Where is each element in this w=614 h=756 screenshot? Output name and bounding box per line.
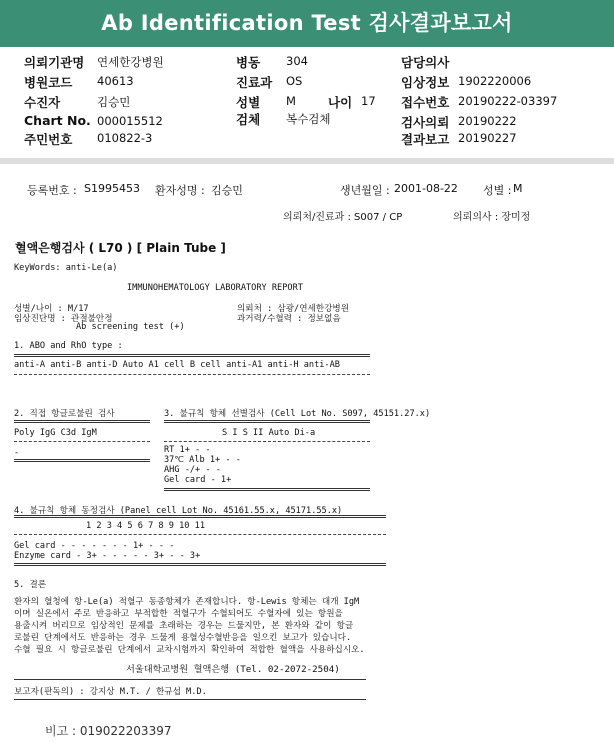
section4-bottom-rule bbox=[14, 563, 386, 566]
section3-row-ahg: AHG -/+ - - bbox=[164, 465, 221, 475]
report-sex-label: 성별 : bbox=[483, 184, 512, 197]
org-label: 의뢰기관명 bbox=[24, 55, 85, 70]
patient-value: 김승민 bbox=[97, 95, 131, 109]
conclusion-line: 환자의 혈청에 항-Le(a) 적혈구 동종항체가 존재합니다. 항-Lewis 항체는 대개 IgM bbox=[14, 597, 360, 607]
section4-mid-rule bbox=[14, 534, 386, 535]
chart-value: 000015512 bbox=[97, 114, 163, 128]
clinical-label: 임상정보 bbox=[401, 75, 450, 90]
lab-name: 서울대학교병원 혈액은행 (Tel. 02-2072-2504) bbox=[126, 664, 340, 675]
screen-line: Ab screening test (+) bbox=[76, 322, 185, 332]
sex-label: 성별 bbox=[236, 95, 261, 110]
dept-value: OS bbox=[286, 74, 303, 88]
section3-row-37c: 37℃ Alb 1+ - - bbox=[164, 455, 241, 465]
dept-line: 의뢰처/진료과 : S007 / CP bbox=[283, 212, 403, 223]
section1-top-rule bbox=[14, 354, 370, 357]
section2-title: 2. 직접 항글로불린 검사 bbox=[14, 409, 115, 419]
doctor-line: 의뢰의사 : 장미정 bbox=[453, 212, 531, 223]
section3-mid-rule bbox=[164, 441, 370, 442]
section1-title: 1. ABO and RhO type : bbox=[14, 341, 123, 351]
sexage-line: 성별/나이 : M/17 bbox=[14, 304, 89, 314]
patient-label: 수진자 bbox=[24, 95, 61, 110]
report-sex-value: M bbox=[513, 182, 523, 195]
institution-line: 의뢰처 : 삼광/연세한강병원 bbox=[237, 304, 350, 314]
request-label: 검사의뢰 bbox=[401, 115, 450, 130]
section1-headers: anti-A anti-B anti-D Auto A1 cell B cell anti-A1 anti-H anti-AB bbox=[14, 360, 340, 370]
sex-value: M bbox=[286, 94, 296, 108]
reporter-line: 보고자(판독의) : 강지상 M.T. / 한규섭 M.D. bbox=[14, 687, 207, 697]
hospcode-label: 병원코드 bbox=[24, 75, 73, 90]
section4-top-rule bbox=[14, 515, 386, 518]
rrn-value: 010822-3 bbox=[97, 131, 153, 145]
conclusion-line: 이며 실온에서 주로 반응하고 부적합한 적혈구가 수혈되어도 수혈자에 있는 항원을 bbox=[14, 609, 343, 619]
section3-title: 3. 불규칙 항체 선별검사 (Cell Lot No. S097, 45151.27.x) bbox=[164, 409, 431, 419]
signature-top-rule bbox=[14, 679, 366, 680]
report-date-label: 결과보고 bbox=[401, 132, 450, 147]
test-title: 혈액은행검사 ( L70 ) [ Plain Tube ] bbox=[15, 241, 226, 255]
section3-row-gel: Gel card - 1+ bbox=[164, 475, 232, 485]
age-value: 17 bbox=[361, 94, 376, 108]
section4-columns: 1 2 3 4 5 6 7 8 9 10 11 bbox=[86, 521, 205, 531]
section3-top-rule bbox=[164, 420, 370, 423]
name-label: 환자성명 : bbox=[155, 184, 205, 197]
dob-value: 2001-08-22 bbox=[394, 182, 458, 195]
lab-report-title: IMMUNOHEMATOLOGY LABORATORY REPORT bbox=[127, 283, 303, 293]
section3-bottom-rule bbox=[164, 488, 370, 491]
lab-report bbox=[0, 164, 614, 756]
section3-header: S I S II Auto Di-a bbox=[222, 428, 316, 438]
org-value: 연세한강병원 bbox=[97, 55, 164, 69]
chart-label: Chart No. bbox=[24, 113, 91, 128]
section2-values: - bbox=[14, 448, 20, 458]
document-title: Ab Identification Test 검사결과보고서 bbox=[0, 0, 614, 47]
signature-bottom-rule bbox=[14, 699, 366, 700]
age-label: 나이 bbox=[328, 95, 353, 110]
section2-headers: Poly IgG C3d IgM bbox=[14, 428, 97, 438]
reg-value: S1995453 bbox=[84, 182, 140, 195]
conclusion-line: 수혈 필요 시 항글로불린 단계에서 교차시험까지 확인하여 적합한 혈액을 사용하십시오. bbox=[14, 645, 365, 655]
remark: 비고 : 019022203397 bbox=[45, 724, 172, 738]
name-value: 김승민 bbox=[211, 184, 243, 197]
diagnosis-line: 임상진단명 : 관절불안정 bbox=[14, 314, 113, 324]
doctor-label: 담당의사 bbox=[401, 55, 450, 70]
ward-label: 병동 bbox=[236, 55, 261, 70]
section4-gel-row: Gel card - - - - - - - 1+ - - - bbox=[14, 541, 175, 551]
clinical-value: 1902220006 bbox=[458, 74, 532, 88]
specimen-value: 복수검체 bbox=[286, 112, 331, 126]
ward-value: 304 bbox=[286, 54, 308, 68]
report-date-value: 20190227 bbox=[458, 131, 517, 145]
request-value: 20190222 bbox=[458, 114, 517, 128]
hospcode-value: 40613 bbox=[97, 74, 134, 88]
receipt-label: 접수번호 bbox=[401, 95, 450, 110]
reg-label: 등록번호 : bbox=[27, 184, 77, 197]
section5-title: 5. 결론 bbox=[14, 580, 47, 590]
section2-mid-rule bbox=[14, 441, 150, 442]
history-line: 과거력/수혈력 : 정보없음 bbox=[237, 314, 341, 324]
dob-label: 생년월일 : bbox=[340, 184, 390, 197]
section4-title: 4. 불규칙 항체 동정검사 (Panel cell Lot No. 45161.55.x, 45171.55.x) bbox=[14, 506, 343, 516]
section2-bottom-rule bbox=[14, 459, 150, 462]
section4-enzyme-row: Enzyme card - 3+ - - - - - 3+ - - 3+ bbox=[14, 551, 201, 561]
conclusion-line: 로불린 단계에서도 반응하는 경우 드물게 용혈성수혈반응을 일으킨 보고가 있습니다. bbox=[14, 633, 352, 643]
section3-row-rt: RT 1+ - - bbox=[164, 445, 211, 455]
section1-bottom-rule bbox=[14, 374, 370, 375]
specimen-label: 검체 bbox=[236, 112, 261, 127]
keywords: KeyWords: anti-Le(a) bbox=[14, 263, 118, 273]
section2-top-rule bbox=[14, 420, 150, 423]
rrn-label: 주민번호 bbox=[24, 132, 73, 147]
receipt-value: 20190222-03397 bbox=[458, 94, 558, 108]
patient-info-header bbox=[0, 47, 614, 158]
conclusion-line: 용출시켜 버리므로 임상적인 문제를 초래하는 경우는 드물지만, 본 환자와 같이 항글 bbox=[14, 621, 354, 631]
dept-label: 진료과 bbox=[236, 75, 273, 90]
